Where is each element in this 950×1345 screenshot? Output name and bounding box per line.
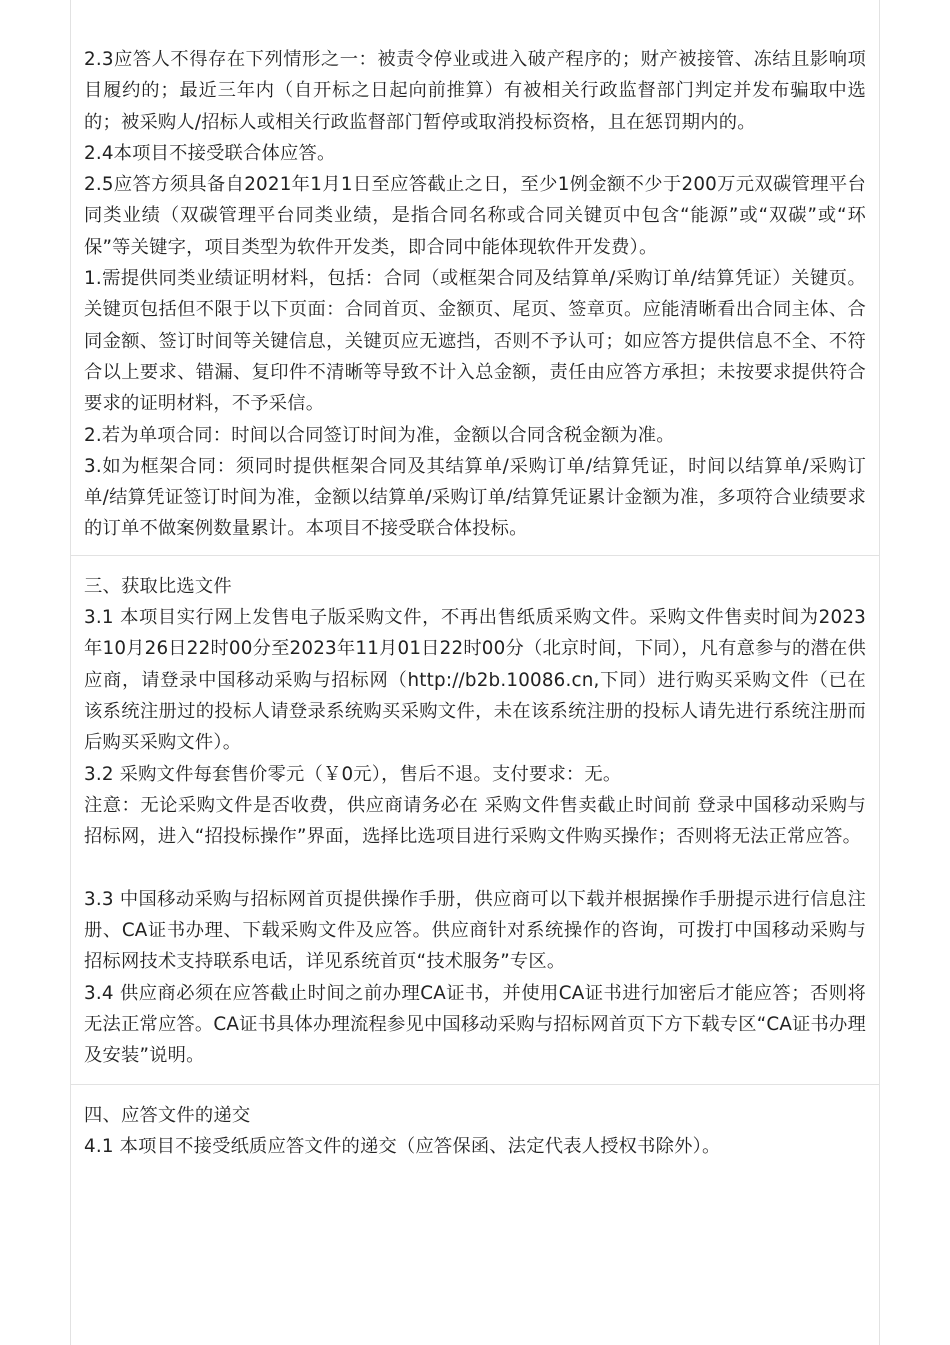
paragraph-single-contract: 2.若为单项合同：时间以合同签订时间为准，金额以合同含税金额为准。 <box>84 424 675 446</box>
document-page <box>70 0 880 1345</box>
paragraph-4-1: 4.1 本项目不接受纸质应答文件的递交（应答保函、法定代表人授权书除外）。 <box>84 1135 721 1157</box>
paragraph-proof-materials: 1.需提供同类业绩证明材料，包括：合同（或框架合同及结算单/采购订单/结算凭证）关键页。关键页包括但不限于以下页面：合同首页、金额页、尾页、签章页。应能清晰看出合同主体、合同金额、签订时间等关键信息，关键页应无遮挡，否则不予认可；如应答方提供信息不全、不符合以上要求、错漏、复印件不清晰等导致不计入总金额，责任由应答方承担；未按要求提供符合要求的证明材料，不予采信。 <box>84 268 866 415</box>
paragraph-framework-contract: 3.如为框架合同：须同时提供框架合同及其结算单/采购订单/结算凭证，时间以结算单/采购订单/结算凭证签订时间为准，金额以结算单/采购订单/结算凭证累计金额为准，多项符合业绩要求的订单不做案例数量累计。本项目不接受联合体投标。 <box>84 455 866 540</box>
section-heading-4: 四、应答文件的递交 <box>84 1104 251 1126</box>
obtain-documents-section <box>71 556 879 1085</box>
submission-section <box>71 1085 879 1163</box>
blank-line <box>84 852 866 883</box>
paragraph-3-4: 3.4 供应商必须在应答截止时间之前办理CA证书，并使用CA证书进行加密后才能应答；否则将无法正常应答。CA证书具体办理流程参见中国移动采购与招标网首页下方下载专区“CA证书办理及安装”说明。 <box>84 982 866 1067</box>
qualification-section <box>71 0 879 556</box>
paragraph-2-5: 2.5应答方须具备自2021年1月1日至应答截止之日，至少1例金额不少于200万元双碳管理平台同类业绩（双碳管理平台同类业绩，是指合同名称或合同关键页中包含“能源”或“双碳”或“环保”等关键字，项目类型为软件开发类，即合同中能体现软件开发费）。 <box>84 174 867 258</box>
paragraph-3-3: 3.3 中国移动采购与招标网首页提供操作手册，供应商可以下载并根据操作手册提示进行信息注册、CA证书办理、下载采购文件及应答。供应商针对系统操作的咨询，可拨打中国移动采购与招标网技术支持联系电话，详见系统首页“技术服务”专区。 <box>84 888 866 973</box>
paragraph-2-3: 2.3应答人不得存在下列情形之一：被责令停业或进入破产程序的；财产被接管、冻结且影响项目履约的；最近三年内（自开标之日起向前推算）有被相关行政监督部门判定并发布骗取中选的；被采购人/招标人或相关行政监督部门暂停或取消投标资格，且在惩罚期内的。 <box>84 49 866 133</box>
paragraph-3-1: 3.1 本项目实行网上发售电子版采购文件，不再出售纸质采购文件。采购文件售卖时间为2023年10月26日22时00分至2023年11月01日22时00分（北京时间，下同），凡有意参与的潜在供应商，请登录中国移动采购与招标网（http://b2b.10086.cn,下同）进行购买采购文件（已在该系统注册过的投标人请登录系统购买采购文件，未在该系统注册的投标人请先进行系统注册而后购买采购文件）。 <box>84 607 866 754</box>
paragraph-2-4: 2.4本项目不接受联合体应答。 <box>84 142 336 164</box>
paragraph-notice: 注意：无论采购文件是否收费，供应商请务必在 采购文件售卖截止时间前 登录中国移动采购与招标网，进入“招投标操作”界面，选择比选项目进行采购文件购买操作；否则将无法正常应答。 <box>84 794 866 848</box>
section-heading-3: 三、获取比选文件 <box>84 575 232 597</box>
paragraph-3-2: 3.2 采购文件每套售价零元（￥0元），售后不退。支付要求：无。 <box>84 763 622 785</box>
